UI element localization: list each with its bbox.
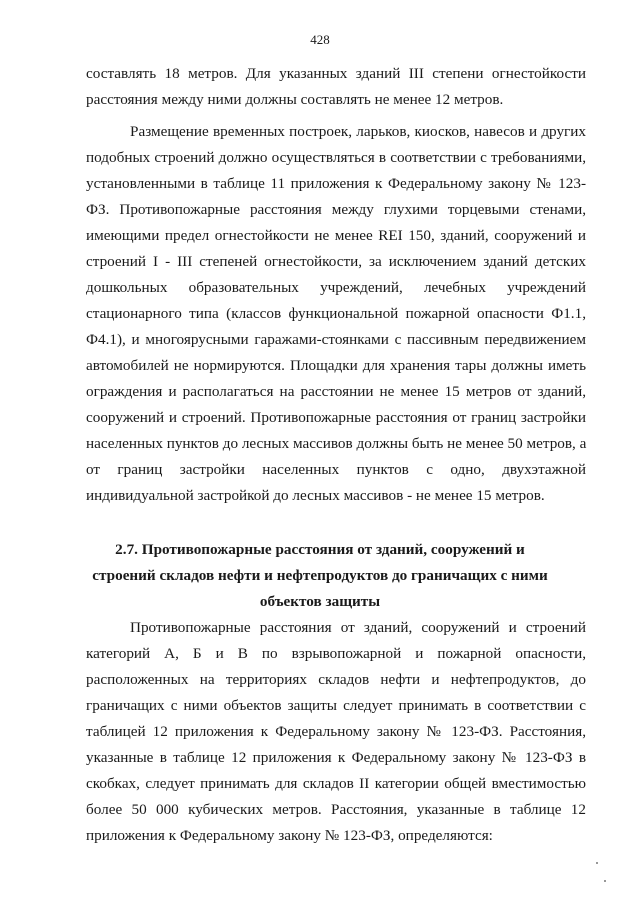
paragraph-line: стационарного типа (классов функциональной пожарной опасности Ф1.1, bbox=[86, 305, 586, 322]
section-heading-line: строений складов нефти и нефтепродуктов до граничащих с ними bbox=[92, 567, 548, 584]
paragraph-line: от границ застройки населенных пунктов с одно, двухэтажной bbox=[86, 461, 586, 478]
paragraph-line: Размещение временных построек, ларьков, киосков, навесов и других bbox=[130, 123, 586, 140]
scan-speck bbox=[596, 862, 598, 864]
page-number: 428 bbox=[310, 32, 330, 47]
paragraph-line: расстояния между ними должны составлять не менее 12 метров. bbox=[86, 91, 504, 108]
paragraph-line: составлять 18 метров. Для указанных зданий III степени огнестойкости bbox=[86, 65, 586, 82]
paragraph-line: ограждения и располагаться на расстоянии не менее 15 метров от зданий, bbox=[86, 383, 586, 400]
paragraph-line: приложения к Федеральному закону № 123-ФЗ, определяются: bbox=[86, 827, 493, 844]
paragraph-line: граничащих с ними объектов защиты следует принимать в соответствии с bbox=[86, 697, 586, 714]
paragraph-line: ФЗ. Противопожарные расстояния между глухими торцевыми стенами, bbox=[86, 201, 586, 218]
paragraph-line: имеющими предел огнестойкости не менее REI 150, зданий, сооружений и bbox=[86, 227, 586, 244]
paragraph-line: таблицей 12 приложения к Федеральному закону № 123-ФЗ. Расстояния, bbox=[86, 723, 586, 740]
scan-speck bbox=[604, 880, 606, 882]
section-heading-line: объектов защиты bbox=[259, 593, 381, 610]
paragraph-line: Противопожарные расстояния от зданий, сооружений и строений bbox=[130, 619, 586, 636]
paragraph-line: Ф4.1), и многоярусными гаражами-стоянками с пассивным передвижением bbox=[86, 331, 586, 348]
paragraph-line: подобных строений должно осуществляться в соответствии с требованиями, bbox=[86, 149, 586, 166]
paragraph-line: расположенных на территориях складов нефти и нефтепродуктов, до bbox=[86, 671, 586, 688]
paragraph-line: строений I - III степеней огнестойкости, за исключением зданий детских bbox=[86, 253, 586, 270]
paragraph-line: установленными в таблице 11 приложения к Федеральному закону № 123- bbox=[86, 175, 586, 192]
paragraph-line: указанные в таблице 12 приложения к Федеральному закону № 123-ФЗ в bbox=[86, 749, 586, 766]
section-heading-line: 2.7. Противопожарные расстояния от зданий, сооружений и bbox=[115, 541, 525, 558]
paragraph-line: дошкольных образовательных учреждений, лечебных учреждений bbox=[86, 279, 586, 296]
paragraph-line: индивидуальной застройкой до лесных массивов - не менее 15 метров. bbox=[86, 487, 545, 504]
paragraph-line: сооружений и строений. Противопожарные расстояния от границ застройки bbox=[86, 409, 586, 426]
paragraph-line: скобках, следует принимать для складов II категории общей вместимостью bbox=[86, 775, 586, 792]
paragraph-line: населенных пунктов до лесных массивов должны быть не менее 50 метров, а bbox=[86, 435, 587, 452]
paragraph-line: более 50 000 кубических метров. Расстояния, указанные в таблице 12 bbox=[86, 801, 586, 818]
paragraph-line: автомобилей не нормируются. Площадки для хранения тары должны иметь bbox=[86, 357, 586, 374]
paragraph-line: категорий А, Б и В по взрывопожарной и пожарной опасности, bbox=[86, 645, 586, 662]
